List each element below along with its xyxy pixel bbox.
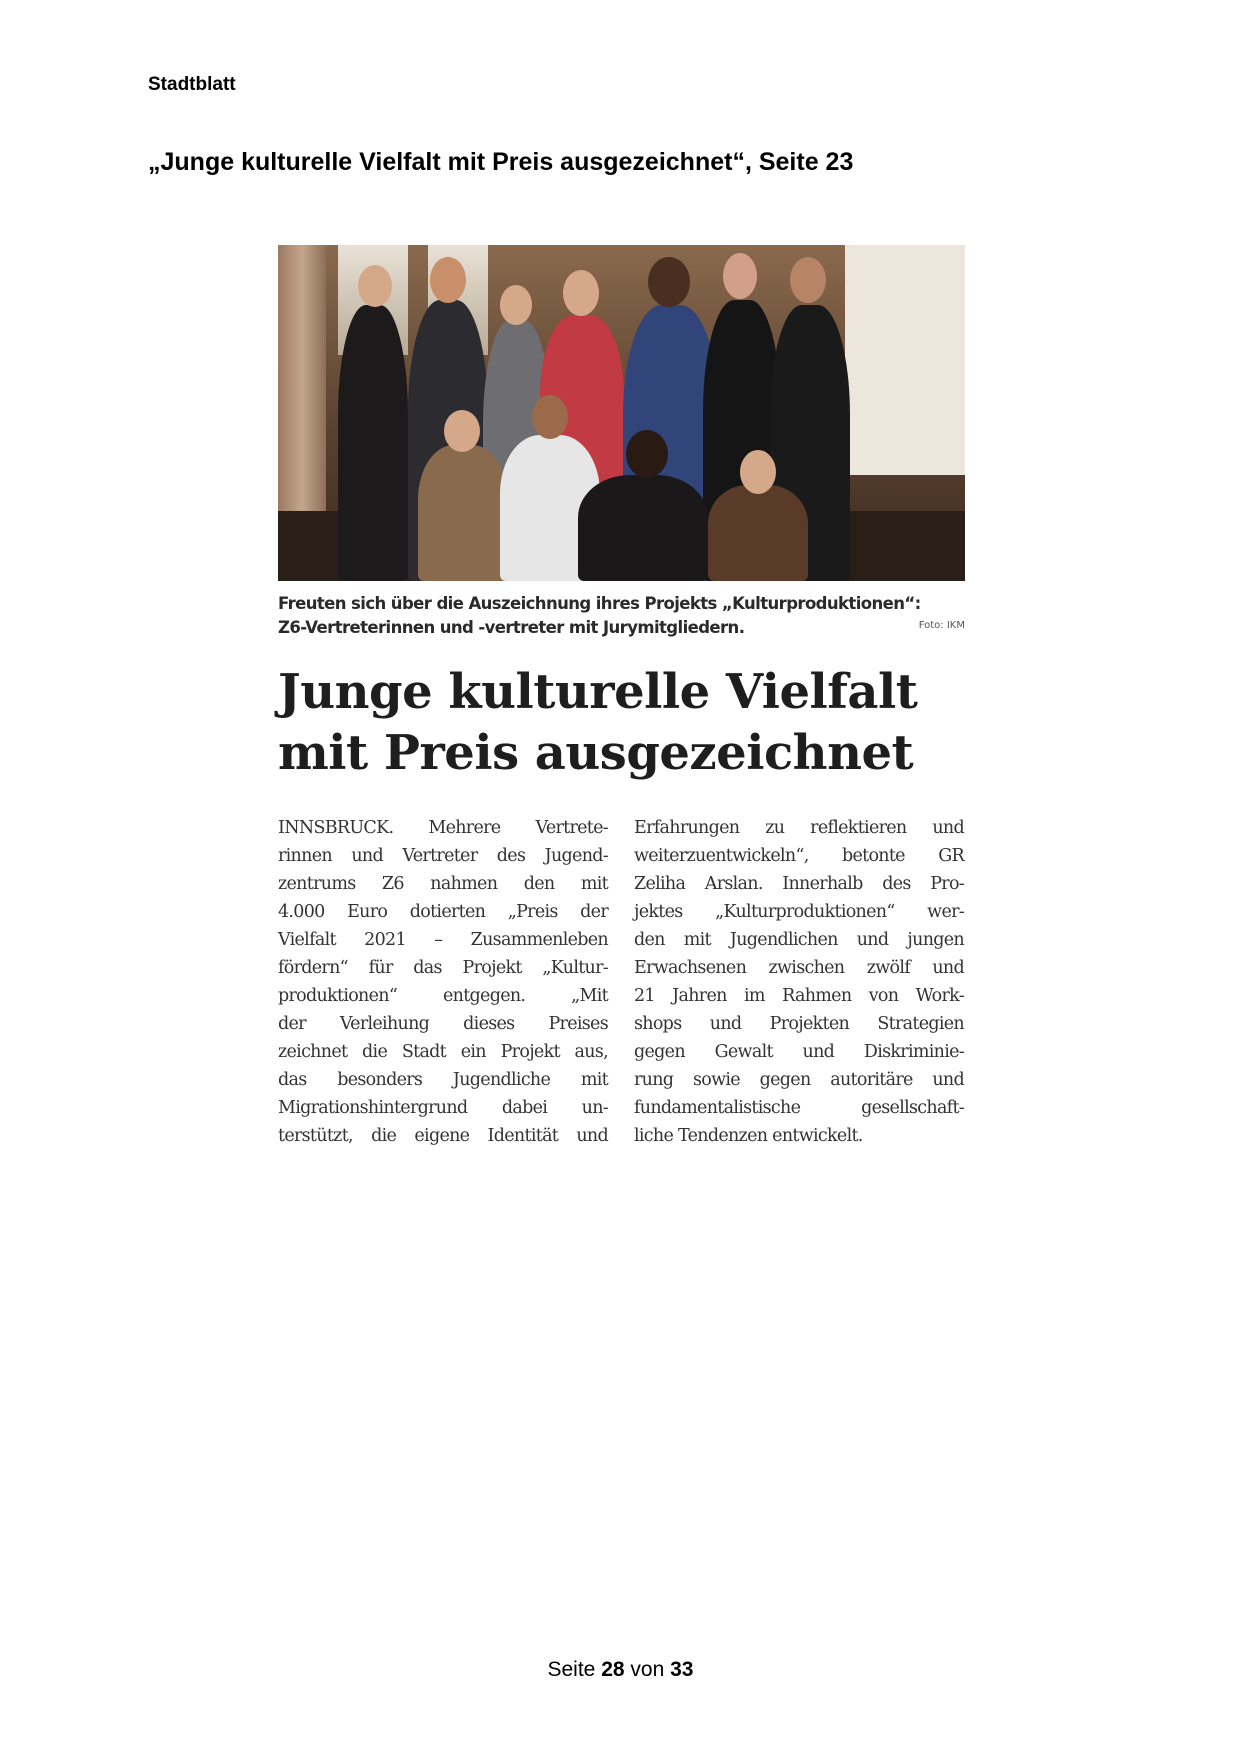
- article-column-2: [634, 814, 964, 1150]
- text-line: fundamentalistische gesellschaft-: [634, 1098, 964, 1118]
- text-line: Erwachsenen zwischen zwölf und: [634, 958, 964, 978]
- article-reference: „Junge kulturelle Vielfalt mit Preis ausgezeichnet“, Seite 23: [148, 148, 854, 176]
- text-line: INNSBRUCK. Mehrere Vertrete-: [278, 818, 608, 838]
- photo-caption-line: Z6-Vertreterinnen und -vertreter mit Jurymitgliedern.: [278, 618, 745, 637]
- photo-caption: [278, 592, 965, 640]
- text-line: zeichnet die Stadt ein Projekt aus,: [278, 1042, 608, 1062]
- page-prefix: Seite: [547, 1658, 596, 1681]
- text-line: den mit Jugendlichen und jungen: [634, 930, 964, 950]
- photo-caption-line: Freuten sich über die Auszeichnung ihres Projekts „Kulturproduktionen“:: [278, 594, 921, 613]
- text-line: jektes „Kulturproduktionen“ wer-: [634, 902, 964, 922]
- text-line: produktionen“ entgegen. „Mit: [278, 986, 608, 1006]
- publication-name: Stadtblatt: [148, 74, 236, 95]
- page-of: von: [630, 1658, 665, 1681]
- current-page: 28: [601, 1658, 625, 1681]
- article-column-1: [278, 814, 608, 1150]
- text-line: Zeliha Arslan. Innerhalb des Pro-: [634, 874, 964, 894]
- text-line: weiterzuentwickeln“, betonte GR: [634, 846, 964, 866]
- text-line: shops und Projekten Strategien: [634, 1014, 964, 1034]
- text-line: fördern“ für das Projekt „Kultur-: [278, 958, 608, 978]
- text-line: Vielfalt 2021 – Zusammenleben: [278, 930, 608, 950]
- total-pages: 33: [670, 1658, 694, 1681]
- headline-line: Junge kulturelle Vielfalt: [278, 664, 918, 720]
- text-line: rung sowie gegen autoritäre und: [634, 1070, 964, 1090]
- text-line: das besonders Jugendliche mit: [278, 1070, 608, 1090]
- text-line: Migrationshintergrund dabei un-: [278, 1098, 608, 1118]
- headline-line: mit Preis ausgezeichnet: [278, 725, 914, 781]
- text-line: zentrums Z6 nahmen den mit: [278, 874, 608, 894]
- photo-credit: Foto: IKM: [918, 620, 965, 631]
- article-photo: [278, 245, 965, 581]
- text-line: Erfahrungen zu reflektieren und: [634, 818, 964, 838]
- text-line: rinnen und Vertreter des Jugend-: [278, 846, 608, 866]
- text-line: liche Tendenzen entwickelt.: [634, 1126, 863, 1146]
- article-headline: [278, 662, 978, 784]
- text-line: terstützt, die eigene Identität und: [278, 1126, 608, 1146]
- page-number: [0, 1658, 1241, 1682]
- text-line: gegen Gewalt und Diskriminie-: [634, 1042, 964, 1062]
- text-line: der Verleihung dieses Preises: [278, 1014, 608, 1034]
- text-line: 21 Jahren im Rahmen von Work-: [634, 986, 964, 1006]
- text-line: 4.000 Euro dotierten „Preis der: [278, 902, 608, 922]
